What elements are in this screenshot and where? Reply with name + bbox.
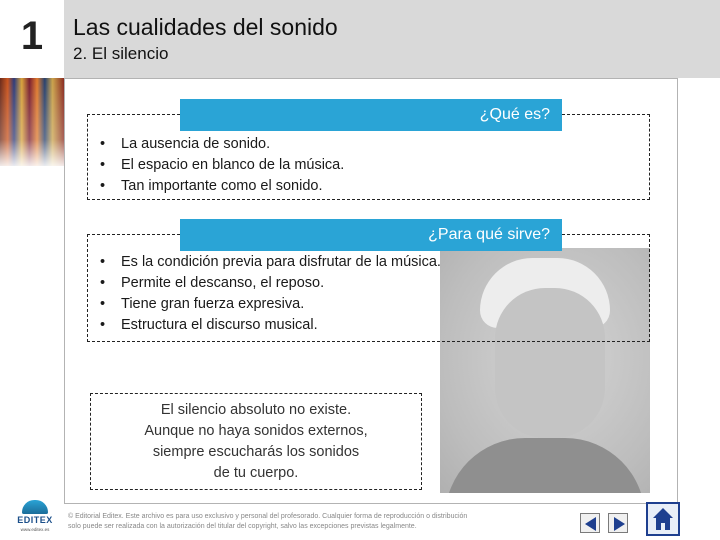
list-item: • Tiene gran fuerza expresiva. xyxy=(96,294,441,315)
purpose-heading: ¿Para qué sirve? xyxy=(180,219,562,251)
purpose-list xyxy=(96,252,441,336)
list-item: • Tan importante como el sonido. xyxy=(96,176,344,197)
previous-slide-button[interactable] xyxy=(580,513,600,533)
copyright-line: solo puede ser realizada con la autorización del titular del copyright, salvo las excepciones previstas legalmente. xyxy=(68,523,417,530)
copyright-notice xyxy=(68,512,518,532)
list-item: • La ausencia de sonido. xyxy=(96,134,344,155)
home-icon-door xyxy=(661,523,665,530)
list-item: • Es la condición previa para disfrutar de la música. xyxy=(96,252,441,273)
logo-url: www.editex.es xyxy=(20,527,50,532)
portrait-shoulders xyxy=(445,438,645,493)
next-arrow-icon xyxy=(614,517,625,531)
home-icon xyxy=(653,508,673,518)
slide-number: 1 xyxy=(20,14,44,58)
next-slide-button[interactable] xyxy=(608,513,628,533)
what-is-list xyxy=(96,134,344,197)
previous-arrow-icon xyxy=(585,517,596,531)
what-is-heading: ¿Qué es? xyxy=(180,99,562,131)
copyright-line: © Editorial Editex. Este archivo es para uso exclusivo y personal del profesorado. Cualquier forma de reproducción o distribución xyxy=(68,513,468,520)
list-item: • El espacio en blanco de la música. xyxy=(96,155,344,176)
note-line: El silencio absoluto no existe. xyxy=(160,402,352,418)
logo-mark-icon xyxy=(22,500,48,514)
page-subtitle: 2. El silencio xyxy=(73,44,169,63)
note-line: Aunque no haya sonidos externos, xyxy=(144,423,368,439)
list-item: • Permite el descanso, el reposo. xyxy=(96,273,441,294)
home-button[interactable] xyxy=(646,502,680,536)
note-line: de tu cuerpo. xyxy=(213,465,299,481)
list-item: • Estructura el discurso musical. xyxy=(96,315,441,336)
silence-note xyxy=(90,400,422,484)
decorative-photo xyxy=(0,78,64,166)
slide-number-box xyxy=(0,0,64,78)
editex-logo xyxy=(14,500,56,536)
page-title: Las cualidades del sonido xyxy=(73,14,338,40)
note-line: siempre escucharás los sonidos xyxy=(152,444,360,460)
logo-text: EDITEX xyxy=(17,515,53,525)
